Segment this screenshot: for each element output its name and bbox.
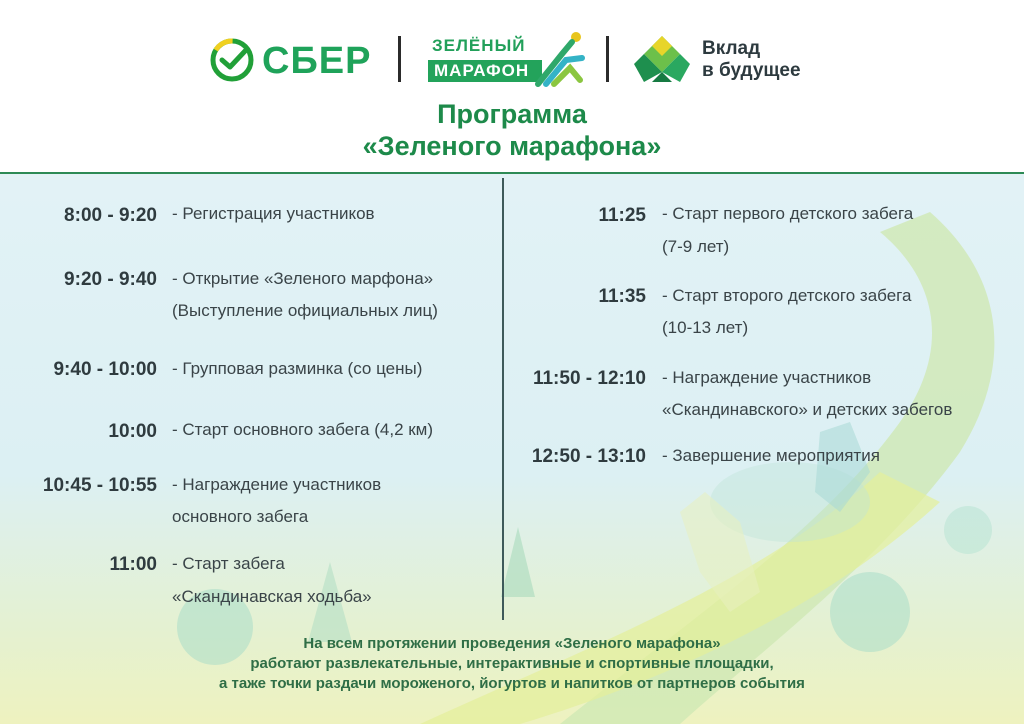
vklad-logo-line2: в будущее — [702, 60, 801, 81]
schedule-desc-line2: (10-13 лет) — [662, 318, 749, 337]
logo-divider — [398, 36, 401, 82]
schedule-desc-line1: - Старт основного забега (4,2 км) — [172, 420, 434, 439]
schedule-desc-line1: - Награждение участников — [172, 475, 382, 494]
schedule-desc-line1: - Групповая разминка (со цены) — [172, 359, 423, 378]
title-line2: «Зеленого марафона» — [362, 131, 662, 161]
schedule-desc-line1: - Старт забега — [172, 554, 285, 573]
schedule-time: 12:50 - 13:10 — [531, 446, 646, 467]
schedule-desc-line2: «Скандинавская ходьба» — [172, 587, 372, 606]
schedule-desc-line1: - Завершение мероприятия — [662, 446, 880, 465]
sber-check-icon — [210, 38, 254, 82]
vklad-logo-line1: Вклад — [702, 38, 761, 59]
footer-line2: работают развлекательные, интерактивные и спортивные площадки, — [250, 655, 774, 672]
schedule-desc-line1: - Старт первого детского забега — [662, 204, 914, 223]
schedule-desc-line1: - Регистрация участников — [172, 204, 375, 223]
schedule-time: 9:20 - 9:40 — [64, 269, 157, 290]
title-line1: Программа — [437, 99, 587, 129]
schedule-desc-line2: основного забега — [172, 507, 309, 526]
logo-divider — [606, 36, 609, 82]
header — [0, 0, 1024, 172]
schedule-time: 11:50 - 12:10 — [532, 368, 646, 389]
marathon-logo-line1: ЗЕЛЁНЫЙ — [432, 36, 526, 55]
schedule-desc-line1: - Открытие «Зеленого марфона» — [172, 269, 434, 288]
green-marathon-logo — [428, 30, 588, 88]
footer-line1: На всем протяжении проведения «Зеленого марафона» — [303, 635, 721, 652]
sber-logo — [210, 38, 380, 84]
schedule-time: 11:25 — [598, 205, 646, 226]
vklad-logo-text — [702, 38, 801, 82]
content-top-border — [0, 172, 1024, 174]
marathon-runner-icon — [532, 30, 588, 88]
footer-line3: а таже точки раздачи мороженого, йогуртов и напитков от партнеров события — [219, 675, 805, 692]
schedule-desc-line2: (7-9 лет) — [662, 237, 730, 256]
schedule-desc-line2: (Выступление официальных лиц) — [172, 301, 438, 320]
schedule-time: 11:35 — [598, 286, 646, 307]
schedule-time: 11:00 — [109, 554, 157, 575]
schedule-desc-line1: - Награждение участников — [662, 368, 872, 387]
partner-logos — [0, 30, 1024, 94]
column-divider — [502, 178, 504, 620]
schedule-time: 8:00 - 9:20 — [64, 205, 157, 226]
vklad-diamond-icon — [632, 34, 692, 84]
schedule-time: 9:40 - 10:00 — [53, 359, 157, 380]
schedule-time: 10:45 - 10:55 — [42, 475, 157, 496]
footer-note — [0, 634, 1024, 694]
schedule-desc-line2: «Скандинавского» и детских забегов — [662, 400, 953, 419]
vklad-logo — [632, 34, 832, 84]
page-title — [0, 98, 1024, 162]
schedule-time: 10:00 — [108, 421, 157, 442]
schedule-desc-line1: - Старт второго детского забега — [662, 286, 912, 305]
marathon-logo-line2: МАРАФОН — [428, 60, 542, 82]
sber-logo-text: СБЕР — [262, 40, 372, 82]
